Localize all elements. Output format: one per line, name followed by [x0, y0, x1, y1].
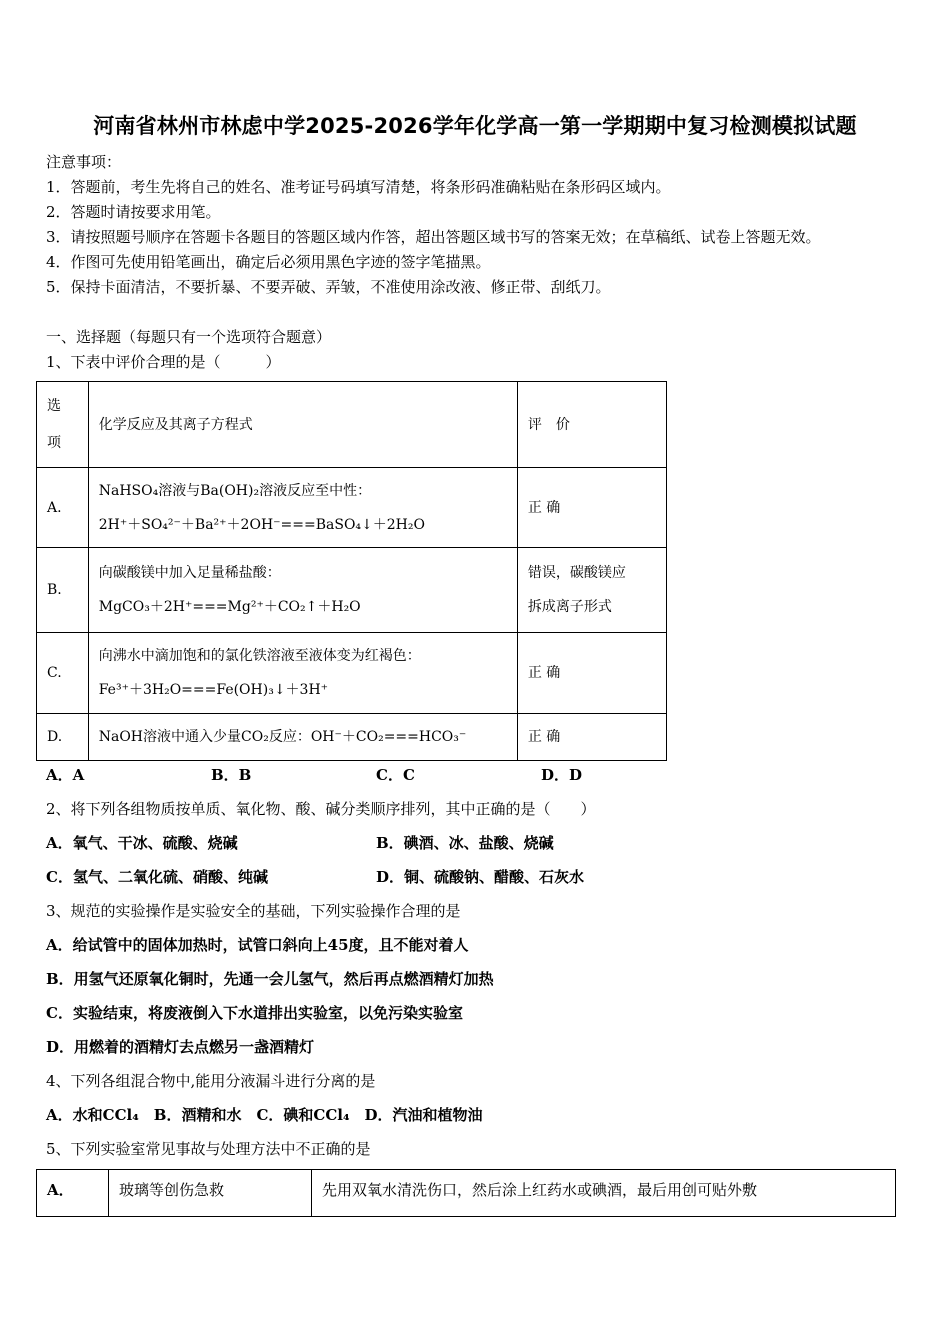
row-evaluation: 正 确: [517, 468, 666, 548]
q1-option-b: B．B: [211, 766, 252, 784]
q1-option-a: A．A: [46, 766, 85, 784]
row-label: A.: [37, 468, 89, 548]
q1-option-c: C．C: [376, 766, 415, 784]
notice-item-1: 1．答题前，考生先将自己的姓名、准考证号码填写清楚，将条形码准确粘贴在条形码区域内。: [46, 178, 671, 196]
row-label: D.: [37, 714, 89, 761]
table-row: [37, 468, 667, 548]
row-reaction: NaOH溶液中通入少量CO₂反应：OH⁻＋CO₂===HCO₃⁻: [88, 714, 517, 761]
question-4-stem: 4、下列各组混合物中,能用分液漏斗进行分离的是: [46, 1072, 376, 1090]
question-5-table: [36, 1169, 896, 1217]
question-5-stem: 5、下列实验室常见事故与处理方法中不正确的是: [46, 1140, 371, 1158]
question-1-stem: 1、下表中评价合理的是（ ）: [46, 353, 281, 371]
row-reaction: 向沸水中滴加饱和的氯化铁溶液至液体变为红褐色： Fe³⁺＋3H₂O===Fe(OH)₃↓＋3H⁺: [88, 633, 517, 714]
q2-option-c: C．氢气、二氧化硫、硝酸、纯碱: [46, 868, 268, 886]
q3-option-a: A．给试管中的固体加热时，试管口斜向上45度，且不能对着人: [46, 936, 469, 954]
table-row: [37, 714, 667, 761]
row-method: 先用双氧水清洗伤口，然后涂上红药水或碘酒，最后用创可贴外敷: [312, 1170, 896, 1217]
header-evaluation: 评 价: [517, 382, 666, 468]
table-row: [37, 1170, 896, 1217]
row-accident: 玻璃等创伤急救: [109, 1170, 312, 1217]
section-heading: 一、选择题（每题只有一个选项符合题意）: [46, 328, 332, 346]
q2-option-b: B．碘酒、冰、盐酸、烧碱: [376, 834, 554, 852]
table-row: [37, 633, 667, 714]
q3-option-b: B．用氢气还原氧化铜时，先通一会儿氢气，然后再点燃酒精灯加热: [46, 970, 494, 988]
row-label: A．: [37, 1170, 109, 1217]
q3-option-d: D．用燃着的酒精灯去点燃另一盏酒精灯: [46, 1038, 315, 1056]
row-label: B.: [37, 548, 89, 633]
row-evaluation: 正 确: [517, 714, 666, 761]
header-option: 选 项: [37, 382, 89, 468]
page-title: 河南省林州市林虑中学2025-2026学年化学高一第一学期期中复习检测模拟试题: [93, 114, 857, 138]
q2-option-a: A．氧气、干冰、硫酸、烧碱: [46, 834, 238, 852]
row-label: C.: [37, 633, 89, 714]
question-3-stem: 3、规范的实验操作是实验安全的基础，下列实验操作合理的是: [46, 902, 461, 920]
notice-item-3: 3．请按照题号顺序在答题卡各题目的答题区域内作答，超出答题区域书写的答案无效；在草稿纸、试卷上答题无效。: [46, 228, 821, 246]
q1-option-d: D．D: [541, 766, 583, 784]
q2-option-d: D．铜、硫酸钠、醋酸、石灰水: [376, 868, 585, 886]
notice-item-5: 5．保持卡面清洁，不要折暴、不要弄破、弄皱，不准使用涂改液、修正带、刮纸刀。: [46, 278, 611, 296]
row-evaluation: 正 确: [517, 633, 666, 714]
question-2-stem: 2、将下列各组物质按单质、氧化物、酸、碱分类顺序排列，其中正确的是（ ）: [46, 800, 596, 818]
row-reaction: NaHSO₄溶液与Ba(OH)₂溶液反应至中性： 2H⁺＋SO₄²⁻＋Ba²⁺＋2OH⁻===BaSO₄↓＋2H₂O: [88, 468, 517, 548]
table-header-row: [37, 382, 667, 468]
q4-options: A．水和CCl₄ B．酒精和水 C．碘和CCl₄ D．汽油和植物油: [46, 1106, 483, 1124]
header-reaction: 化学反应及其离子方程式: [88, 382, 517, 468]
notice-item-4: 4．作图可先使用铅笔画出，确定后必须用黑色字迹的签字笔描黑。: [46, 253, 491, 271]
notice-heading: 注意事项：: [46, 153, 122, 171]
q3-option-c: C．实验结束，将废液倒入下水道排出实验室，以免污染实验室: [46, 1004, 463, 1022]
question-1-table: [36, 381, 667, 761]
table-row: [37, 548, 667, 633]
row-evaluation: 错误，碳酸镁应 拆成离子形式: [517, 548, 666, 633]
row-reaction: 向碳酸镁中加入足量稀盐酸： MgCO₃＋2H⁺===Mg²⁺＋CO₂↑＋H₂O: [88, 548, 517, 633]
notice-item-2: 2．答题时请按要求用笔。: [46, 203, 221, 221]
